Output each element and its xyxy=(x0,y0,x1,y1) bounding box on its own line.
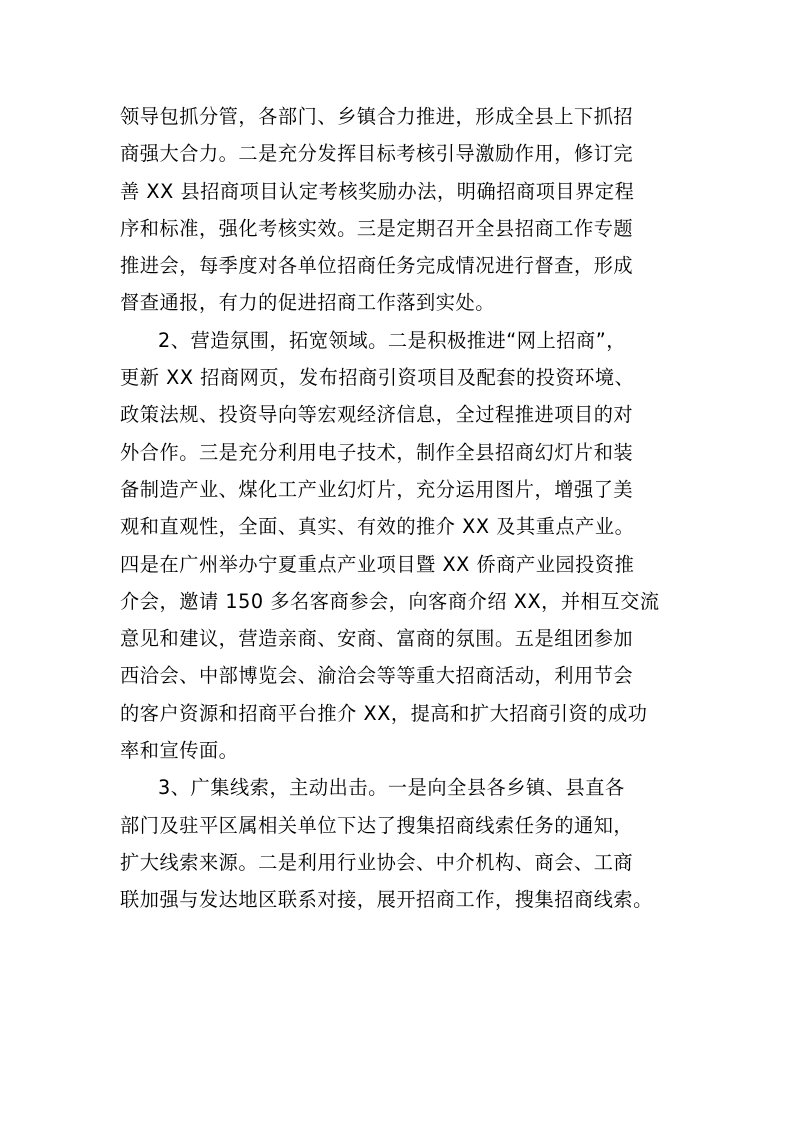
text-line: 推进会，每季度对各单位招商任务完成情况进行督查，形成 xyxy=(120,254,634,278)
text-line: 联加强与发达地区联系对接，展开招商工作，搜集招商线索。 xyxy=(120,888,653,912)
text-line: 扩大线索来源。二是利用行业协会、中介机构、商会、工商 xyxy=(120,850,634,874)
text-line: 部门及驻平区属相关单位下达了搜集招商线索任务的通知， xyxy=(120,813,634,837)
text-line: 备制造产业、煤化工产业幻灯片，充分运用图片，增强了美 xyxy=(120,477,634,501)
text-line: 西洽会、中部博览会、渝洽会等等重大招商活动，利用节会 xyxy=(120,664,634,688)
text-line: 外合作。三是充分利用电子技术，制作全县招商幻灯片和装 xyxy=(120,440,634,464)
text-line: 领导包抓分管，各部门、乡镇合力推进，形成全县上下抓招 xyxy=(120,105,634,128)
paragraph-heading-line: 3、广集线索，主动出击。一是向全县各乡镇、县直各 xyxy=(158,776,625,800)
text-line: 商强大合力。二是充分发挥目标考核引导激励作用，修订完 xyxy=(120,142,634,166)
text-line: 政策法规、投资导向等宏观经济信息，全过程推进项目的对 xyxy=(120,403,634,427)
text-line: 序和标准，强化考核实效。三是定期召开全县招商工作专题 xyxy=(120,216,634,240)
document-body xyxy=(120,98,675,919)
text-line: 善 XX 县招商项目认定考核奖励办法，明确招商项目界定程 xyxy=(120,179,635,203)
text-line: 介会，邀请 150 多名客商参会，向客商介绍 XX，并相互交流 xyxy=(120,589,660,613)
text-line: 更新 XX 招商网页，发布招商引资项目及配套的投资环境、 xyxy=(120,366,635,390)
text-line: 意见和建议，营造亲商、安商、富商的氛围。五是组团参加 xyxy=(120,627,634,651)
text-line: 率和宣传面。 xyxy=(120,739,239,763)
text-line: 的客户资源和招商平台推介 XX，提高和扩大招商引资的成功 xyxy=(120,701,648,725)
text-line: 观和直观性，全面、真实、有效的推介 XX 及其重点产业。 xyxy=(120,515,635,539)
text-line: 四是在广州举办宁夏重点产业项目暨 XX 侨商产业园投资推 xyxy=(120,552,635,576)
paragraph-heading-line: 2、营造氛围，拓宽领域。二是积极推进“网上招商”， xyxy=(158,328,626,352)
text-line: 督查通报，有力的促进招商工作落到实处。 xyxy=(120,291,496,315)
